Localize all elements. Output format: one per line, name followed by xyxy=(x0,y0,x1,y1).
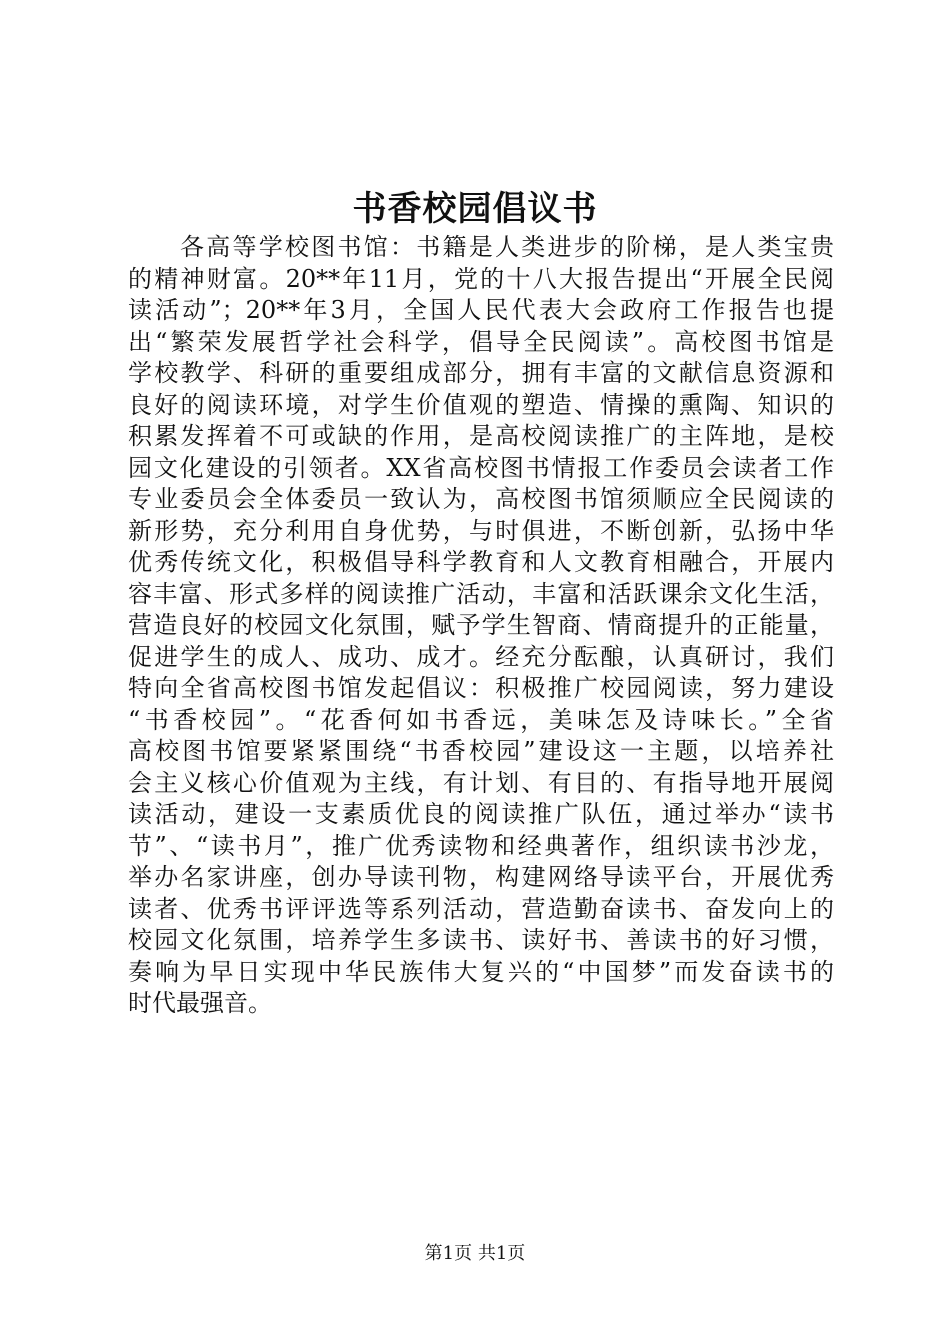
body-line: 节”、“读书月”，推广优秀读物和经典著作，组织读书沙龙， xyxy=(128,831,834,860)
body-line: 高校图书馆要紧紧围绕“书香校园”建设这一主题，以培养社 xyxy=(128,737,834,765)
body-line: 的精神财富。20**年11月，党的十八大报告提出“开展全民阅 xyxy=(128,264,834,293)
body-line: 读活动”；20**年3月，全国人民代表大会政府工作报告也提 xyxy=(128,296,834,324)
body-line: 新形势，充分利用自身优势，与时俱进，不断创新，弘扬中华 xyxy=(128,516,834,545)
body-line: 举办名家讲座，创办导读刊物，构建网络导读平台，开展优秀 xyxy=(128,863,834,891)
body-line: 园文化建设的引领者。XX省高校图书情报工作委员会读者工作 xyxy=(128,453,834,482)
body-line: 读者、优秀书评评选等系列活动，营造勤奋读书、奋发向上的 xyxy=(128,894,834,923)
document-body xyxy=(128,232,834,1020)
body-line: “书香校园”。“花香何如书香远，美味怎及诗味长。”全省 xyxy=(128,705,834,734)
body-line: 特向全省高校图书馆发起倡议：积极推广校园阅读，努力建设 xyxy=(128,674,834,702)
body-line: 学校教学、科研的重要组成部分，拥有丰富的文献信息资源和 xyxy=(128,359,834,387)
document-title: 书香校园倡议书 xyxy=(352,189,598,229)
body-line: 促进学生的成人、成功、成才。经充分酝酿，认真研讨，我们 xyxy=(128,642,834,671)
body-line: 读活动，建设一支素质优良的阅读推广队伍，通过举办“读书 xyxy=(128,800,834,828)
page-footer: 第1页 共1页 xyxy=(424,1243,526,1264)
body-line: 奏响为早日实现中华民族伟大复兴的“中国梦”而发奋读书的 xyxy=(128,957,834,986)
body-line: 出“繁荣发展哲学社会科学，倡导全民阅读”。高校图书馆是 xyxy=(128,327,834,356)
body-line: 营造良好的校园文化氛围，赋予学生智商、情商提升的正能量， xyxy=(128,611,834,639)
body-line: 优秀传统文化，积极倡导科学教育和人文教育相融合，开展内 xyxy=(128,548,834,576)
body-line: 会主义核心价值观为主线，有计划、有目的、有指导地开展阅 xyxy=(128,768,834,797)
body-line: 容丰富、形式多样的阅读推广活动，丰富和活跃课余文化生活， xyxy=(128,579,834,608)
body-line: 各高等学校图书馆：书籍是人类进步的阶梯，是人类宝贵 xyxy=(180,233,834,261)
body-line: 校园文化氛围，培养学生多读书、读好书、善读书的好习惯， xyxy=(128,926,834,954)
body-line: 积累发挥着不可或缺的作用，是高校阅读推广的主阵地，是校 xyxy=(128,422,834,450)
body-line: 良好的阅读环境，对学生价值观的塑造、情操的熏陶、知识的 xyxy=(128,390,834,419)
body-line: 时代最强音。 xyxy=(128,989,272,1017)
body-line: 专业委员会全体委员一致认为，高校图书馆须顺应全民阅读的 xyxy=(128,485,834,513)
